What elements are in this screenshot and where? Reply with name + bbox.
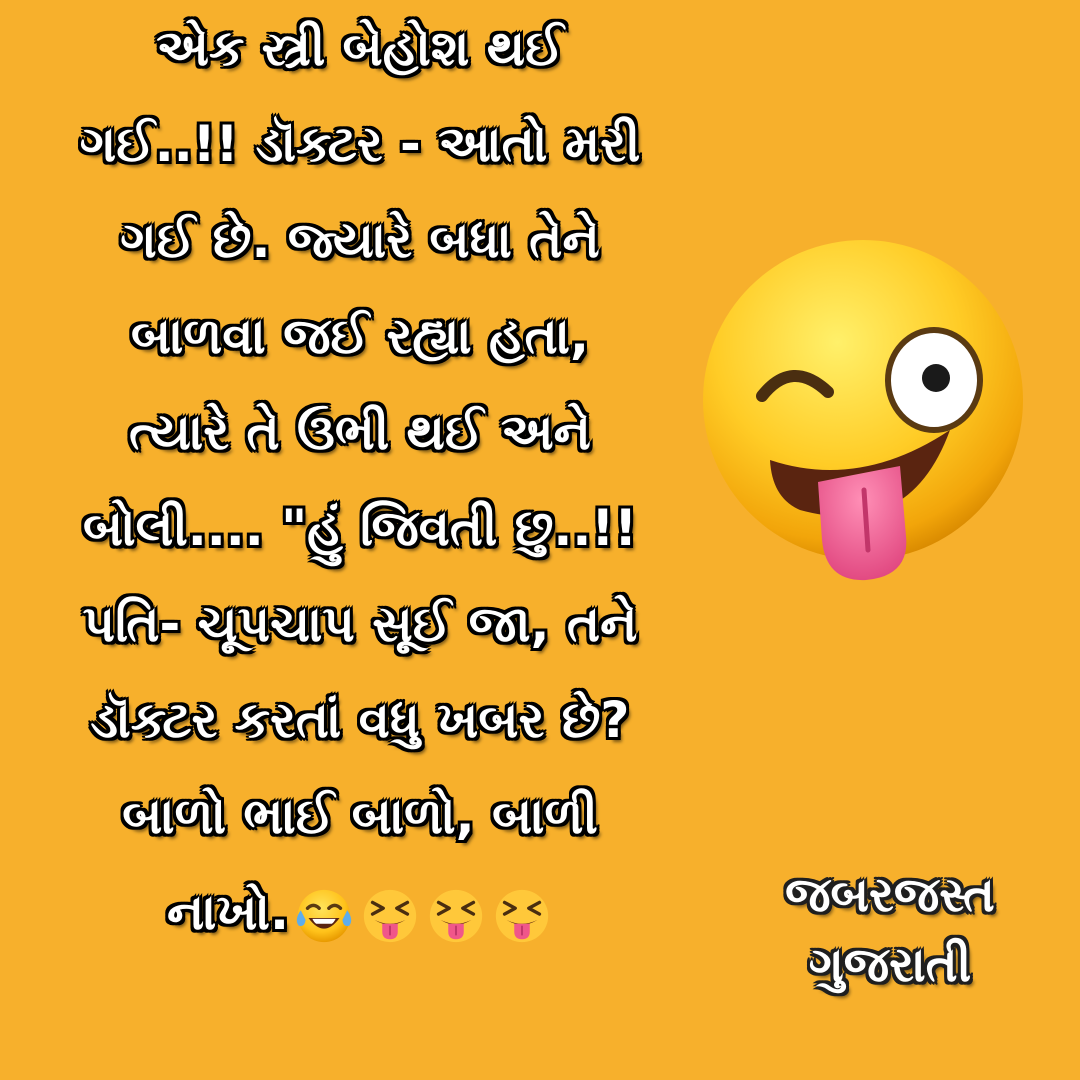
joke-line-7: પતિ- ચૂપચાપ સૂઈ જા, તને: [82, 595, 638, 653]
joke-line-2: ગઈ..!! ડૉક્ટર - આતો મરી: [79, 115, 641, 173]
brand-title: [740, 860, 1040, 1000]
joke-text-block: [40, 0, 680, 960]
joke-line-8: ડૉક્ટર કરતાં વધુ ખબર છે?: [90, 691, 630, 749]
brand-line-1: જબરજસ્ત: [785, 867, 995, 923]
joke-line-10: [40, 864, 680, 960]
joke-line-6: બોલી.... "હું જિવતી છુ..!!: [83, 499, 637, 557]
joke-line-4: બાળવા જઈ રહ્યા હતા,: [130, 307, 589, 365]
joke-line-5: ત્યારે તે ઉભી થઈ અને: [129, 403, 591, 461]
joke-line-10-text: નાખો.: [166, 883, 290, 941]
brand-line-2: ગુજરાતી: [808, 937, 972, 993]
tears-of-joy-emoji-icon: [293, 885, 355, 947]
squinting-tongue-emoji-icon: [425, 885, 487, 947]
joke-line-1: એક સ્ત્રી બેહોશ થઈ: [156, 19, 564, 77]
joke-line-3: ગઈ છે. જ્યારે બધા તેને: [120, 211, 600, 269]
squinting-tongue-emoji-icon: [359, 885, 421, 947]
squinting-tongue-emoji-icon: [491, 885, 553, 947]
joke-line-9: બાળો ભાઈ બાળો, બાળી: [122, 787, 598, 845]
trailing-emoji-row: [293, 885, 553, 947]
winking-face-with-tongue-emoji-icon: [700, 238, 1030, 583]
